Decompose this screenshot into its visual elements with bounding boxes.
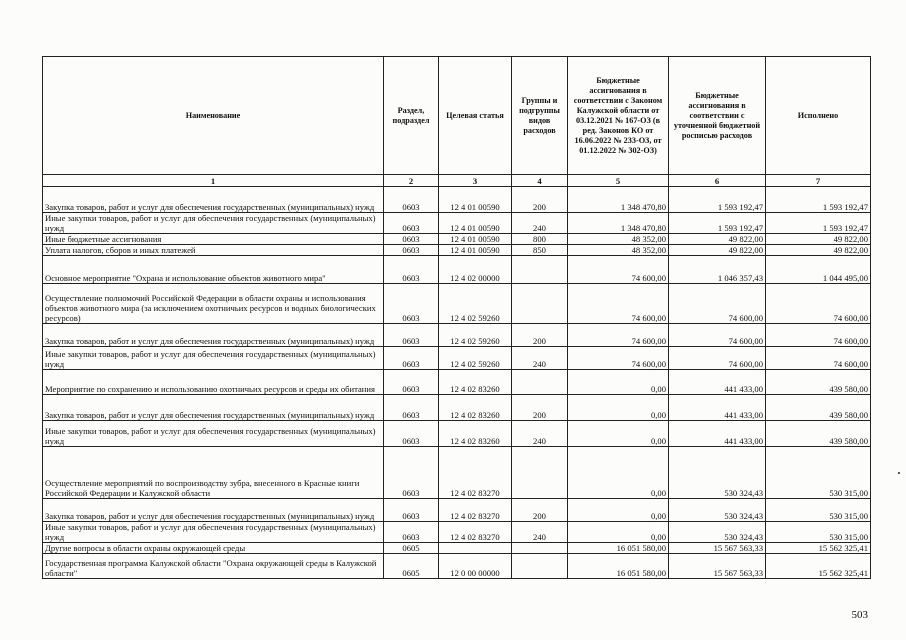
column-number-row — [43, 175, 871, 187]
cell-refined: 74 600,00 — [669, 284, 766, 324]
cell-target: 12 4 02 83260 — [439, 370, 512, 395]
header-section: Раздел, подраздел — [384, 57, 439, 175]
table-row — [43, 421, 871, 447]
table-row — [43, 347, 871, 370]
cell-target: 12 0 00 00000 — [439, 554, 512, 579]
cell-section: 0603 — [384, 421, 439, 447]
cell-group: 200 — [512, 395, 568, 421]
cell-refined: 49 822,00 — [669, 245, 766, 256]
table-row — [43, 370, 871, 395]
cell-group — [512, 447, 568, 499]
cell-name: Иные закупки товаров, работ и услуг для обеспечения государственных (муниципальных) нужд — [43, 421, 384, 447]
table-row — [43, 554, 871, 579]
cell-group: 240 — [512, 421, 568, 447]
cell-allocated: 0,00 — [568, 395, 669, 421]
cell-allocated: 48 352,00 — [568, 234, 669, 245]
cell-name: Иные закупки товаров, работ и услуг для обеспечения государственных (муниципальных) нужд — [43, 522, 384, 543]
cell-group: 200 — [512, 187, 568, 213]
cell-executed: 530 315,00 — [766, 447, 871, 499]
column-number: 4 — [512, 175, 568, 187]
cell-section: 0603 — [384, 256, 439, 284]
header-name: Наименование — [43, 57, 384, 175]
table-row — [43, 213, 871, 234]
cell-allocated: 0,00 — [568, 370, 669, 395]
cell-section: 0603 — [384, 447, 439, 499]
cell-allocated: 1 348 470,80 — [568, 213, 669, 234]
cell-refined: 441 433,00 — [669, 395, 766, 421]
cell-group — [512, 554, 568, 579]
cell-group: 240 — [512, 213, 568, 234]
cell-section: 0603 — [384, 522, 439, 543]
cell-target: 12 4 02 83270 — [439, 522, 512, 543]
cell-refined: 530 324,43 — [669, 499, 766, 522]
cell-name: Закупка товаров, работ и услуг для обеспечения государственных (муниципальных) нужд — [43, 187, 384, 213]
cell-executed: 15 562 325,41 — [766, 554, 871, 579]
cell-group: 200 — [512, 499, 568, 522]
cell-group: 240 — [512, 522, 568, 543]
table-row — [43, 187, 871, 213]
cell-refined: 15 567 563,33 — [669, 543, 766, 554]
cell-section: 0603 — [384, 395, 439, 421]
cell-section: 0603 — [384, 499, 439, 522]
page-number: 503 — [851, 609, 868, 621]
cell-refined: 530 324,43 — [669, 447, 766, 499]
cell-name: Уплата налогов, сборов и иных платежей — [43, 245, 384, 256]
table-row — [43, 245, 871, 256]
cell-refined: 49 822,00 — [669, 234, 766, 245]
cell-executed: 530 315,00 — [766, 522, 871, 543]
cell-executed: 439 580,00 — [766, 421, 871, 447]
cell-executed: 74 600,00 — [766, 347, 871, 370]
cell-allocated: 0,00 — [568, 421, 669, 447]
budget-table — [42, 56, 871, 579]
cell-executed: 1 593 192,47 — [766, 213, 871, 234]
cell-allocated: 0,00 — [568, 522, 669, 543]
cell-group: 200 — [512, 324, 568, 347]
table-row — [43, 447, 871, 499]
cell-refined: 530 324,43 — [669, 522, 766, 543]
cell-name: Другие вопросы в области охраны окружающей среды — [43, 543, 384, 554]
column-number: 2 — [384, 175, 439, 187]
column-number: 5 — [568, 175, 669, 187]
cell-refined: 1 046 357,43 — [669, 256, 766, 284]
cell-executed: 439 580,00 — [766, 395, 871, 421]
cell-executed: 1 044 495,00 — [766, 256, 871, 284]
table-row — [43, 395, 871, 421]
column-number: 1 — [43, 175, 384, 187]
cell-name: Осуществление мероприятий по воспроизводству зубра, внесенного в Красные книги Российской Федерации и Калужской области — [43, 447, 384, 499]
cell-allocated: 48 352,00 — [568, 245, 669, 256]
cell-name: Закупка товаров, работ и услуг для обеспечения государственных (муниципальных) нужд — [43, 499, 384, 522]
cell-executed: 49 822,00 — [766, 234, 871, 245]
cell-target: 12 4 02 59260 — [439, 284, 512, 324]
cell-name: Иные закупки товаров, работ и услуг для обеспечения государственных (муниципальных) нужд — [43, 213, 384, 234]
cell-executed: 1 593 192,47 — [766, 187, 871, 213]
cell-allocated: 1 348 470,80 — [568, 187, 669, 213]
header-allocated: Бюджетные ассигнования в соответствии с Законом Калужской области от 03.12.2021 № 167-ОЗ (в ред. Законов КО от 16.06.2022 № 233-ОЗ, от 01.12.2022 № 302-ОЗ) — [568, 57, 669, 175]
cell-refined: 441 433,00 — [669, 421, 766, 447]
table-row — [43, 499, 871, 522]
cell-group — [512, 543, 568, 554]
header-refined: Бюджетные ассигнования в соответствии с уточненной бюджетной росписью расходов — [669, 57, 766, 175]
cell-target: 12 4 02 83260 — [439, 421, 512, 447]
cell-target — [439, 543, 512, 554]
cell-executed: 74 600,00 — [766, 324, 871, 347]
cell-group: 850 — [512, 245, 568, 256]
table-body — [43, 187, 871, 579]
cell-refined: 15 567 563,33 — [669, 554, 766, 579]
cell-section: 0603 — [384, 347, 439, 370]
cell-target: 12 4 02 83260 — [439, 395, 512, 421]
table-row — [43, 256, 871, 284]
cell-allocated: 16 051 580,00 — [568, 543, 669, 554]
cell-target: 12 4 02 59260 — [439, 324, 512, 347]
header-target: Целевая статья — [439, 57, 512, 175]
cell-section: 0605 — [384, 554, 439, 579]
cell-allocated: 0,00 — [568, 499, 669, 522]
cell-target: 12 4 01 00590 — [439, 234, 512, 245]
cell-target: 12 4 02 00000 — [439, 256, 512, 284]
cell-refined: 1 593 192,47 — [669, 187, 766, 213]
cell-target: 12 4 02 83270 — [439, 447, 512, 499]
cell-name: Мероприятие по сохранению и использованию охотничьих ресурсов и среды их обитания — [43, 370, 384, 395]
cell-allocated: 0,00 — [568, 447, 669, 499]
cell-section: 0603 — [384, 187, 439, 213]
column-number: 3 — [439, 175, 512, 187]
scan-speck — [898, 472, 900, 474]
cell-section: 0603 — [384, 234, 439, 245]
cell-group — [512, 370, 568, 395]
cell-section: 0603 — [384, 324, 439, 347]
table-row — [43, 522, 871, 543]
column-number: 6 — [669, 175, 766, 187]
cell-section: 0605 — [384, 543, 439, 554]
table-row — [43, 234, 871, 245]
cell-name: Иные закупки товаров, работ и услуг для обеспечения государственных (муниципальных) нужд — [43, 347, 384, 370]
cell-refined: 1 593 192,47 — [669, 213, 766, 234]
cell-group — [512, 256, 568, 284]
cell-executed: 49 822,00 — [766, 245, 871, 256]
header-group: Группы и подгруппы видов расходов — [512, 57, 568, 175]
cell-target: 12 4 01 00590 — [439, 245, 512, 256]
cell-section: 0603 — [384, 284, 439, 324]
cell-executed: 74 600,00 — [766, 284, 871, 324]
cell-target: 12 4 01 00590 — [439, 187, 512, 213]
table-row — [43, 284, 871, 324]
cell-refined: 441 433,00 — [669, 370, 766, 395]
cell-target: 12 4 02 59260 — [439, 347, 512, 370]
cell-target: 12 4 02 83270 — [439, 499, 512, 522]
cell-section: 0603 — [384, 245, 439, 256]
cell-allocated: 16 051 580,00 — [568, 554, 669, 579]
cell-allocated: 74 600,00 — [568, 324, 669, 347]
cell-allocated: 74 600,00 — [568, 347, 669, 370]
cell-refined: 74 600,00 — [669, 324, 766, 347]
cell-target: 12 4 01 00590 — [439, 213, 512, 234]
cell-name: Осуществление полномочий Российской Федерации в области охраны и использования объектов животного мира (за исключением охотничьих ресурсов и водных биологических ресурсов) — [43, 284, 384, 324]
header-executed: Исполнено — [766, 57, 871, 175]
cell-group — [512, 284, 568, 324]
cell-executed: 439 580,00 — [766, 370, 871, 395]
cell-refined: 74 600,00 — [669, 347, 766, 370]
column-number: 7 — [766, 175, 871, 187]
cell-group: 800 — [512, 234, 568, 245]
cell-allocated: 74 600,00 — [568, 256, 669, 284]
cell-section: 0603 — [384, 213, 439, 234]
table-header-row — [43, 57, 871, 175]
cell-name: Закупка товаров, работ и услуг для обеспечения государственных (муниципальных) нужд — [43, 395, 384, 421]
cell-executed: 530 315,00 — [766, 499, 871, 522]
cell-executed: 15 562 325,41 — [766, 543, 871, 554]
cell-name: Иные бюджетные ассигнования — [43, 234, 384, 245]
cell-allocated: 74 600,00 — [568, 284, 669, 324]
cell-name: Закупка товаров, работ и услуг для обеспечения государственных (муниципальных) нужд — [43, 324, 384, 347]
cell-name: Основное мероприятие "Охрана и использование объектов животного мира" — [43, 256, 384, 284]
table-row — [43, 324, 871, 347]
table-row — [43, 543, 871, 554]
cell-name: Государственная программа Калужской области "Охрана окружающей среды в Калужской области" — [43, 554, 384, 579]
cell-section: 0603 — [384, 370, 439, 395]
cell-group: 240 — [512, 347, 568, 370]
